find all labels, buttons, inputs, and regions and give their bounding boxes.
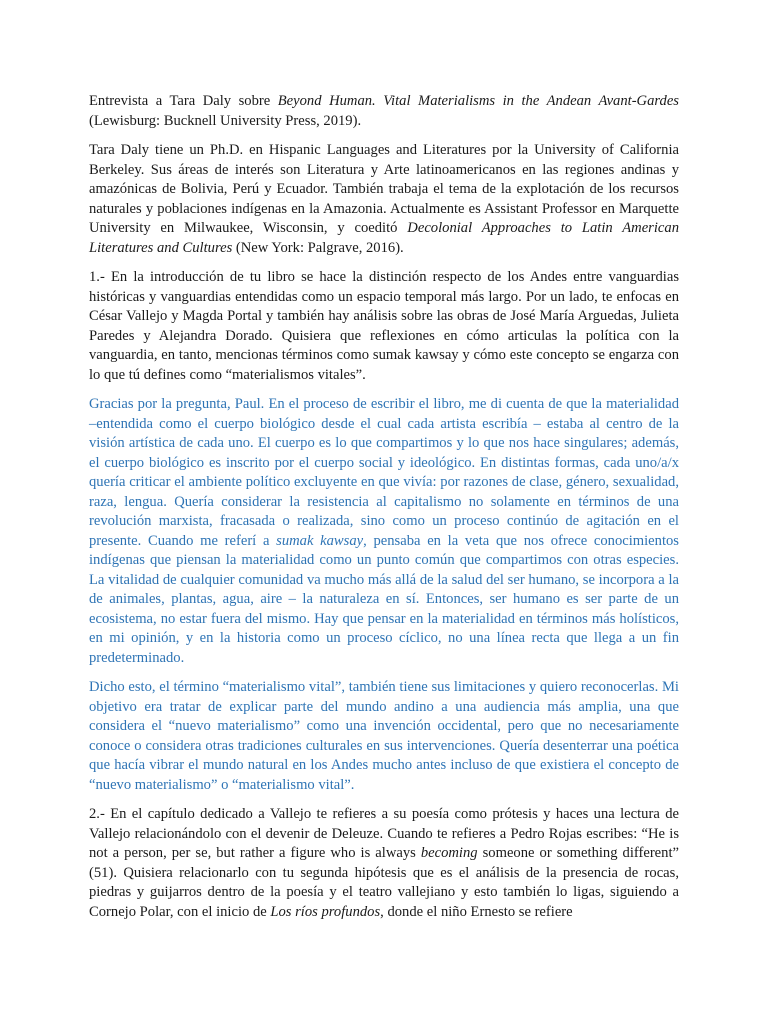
question-2-text-part2: someone or something different” (51). Quisiera relacionarlo con tu segunda hipótesis que es el análisis de la presencia de rocas, piedras y guijarros dentro de la poesía y el teatro vallejiano y esto también lo ligas, siguiendo a Cornejo Polar, con el inicio de: [89, 845, 679, 920]
question-1: [89, 268, 679, 385]
answer-1-text-part1: Gracias por la pregunta, Paul. En el proceso de escribir el libro, me di cuenta de que la materialidad –entendida como el cuerpo biológico desde el cual cada artista escribía – estaba al centro de la visión artística de cada uno. El cuerpo es lo que compartimos y lo que nos hace singulares; además, el cuerpo biológico es inscrito por el cuerpo social y ideológico. En distintas formas, cada uno/a/x quería criticar el ambiente político excluyente en que vivía: por razones de clase, género, sexualidad, raza, lengua. Quería considerar la resistencia al capitalismo no solamente en términos de una revolución marxista, fracasada o realizada, sino como un proceso continúo de agitación en el presente. Cuando me referí a: [89, 396, 679, 549]
publisher-info: (Lewisburg: Bucknell University Press, 2019).: [89, 112, 362, 129]
document-page: [89, 92, 679, 922]
becoming-term: becoming: [420, 845, 478, 861]
book-title: Beyond Human. Vital Materialisms in the Andean Avant-Gardes: [277, 93, 679, 109]
coedited-book-title: Decolonial Approaches to Latin American Literatures and Cultures: [89, 220, 679, 256]
answer-1: [89, 395, 679, 668]
answer-1-text-part2: , pensaba en la veta que nos ofrece conocimientos indígenas que piensan la materialidad como un punto común que compartimos con otras especies. La vitalidad de cualquier comunidad va mucho más allá de la salud del ser humano, se incorpora a la de animales, plantas, agua, aire – la naturaleza en sí. Entonces, ser humano es ser parte de un ecosistema, no estar fuera del mismo. Hay que pensar en la materialidad en términos más holísticos, en mi opinión, y en la historia como un proceso cíclico, no una línea recta que llega a un fin predeterminado.: [89, 532, 679, 666]
author-bio: [89, 141, 679, 258]
question-2: [89, 805, 679, 922]
sumak-kawsay-term: sumak kawsay: [276, 532, 364, 549]
answer-1-continued-text: Dicho esto, el término “materialismo vital”, también tiene sus limitaciones y quiero reconocerlas. Mi objetivo era tratar de explicar parte del mundo andino a una audiencia más amplia, una que considera el “nuevo materialismo” como una invención occidental, pero que no necesariamente conoce o considera otras tradiciones culturales en sus intervenciones. Quería desenterrar una poética que hacía vibrar el mundo natural en los Andes mucho antes incluso de que existiera el concepto de “nuevo materialismo” o “materialismo vital”.: [89, 679, 679, 793]
heading-prefix: Entrevista a Tara Daly sobre: [89, 93, 278, 109]
interview-heading: [89, 92, 679, 131]
question-2-text-part3: , donde el niño Ernesto se refiere: [380, 903, 573, 920]
question-2-text-part1: 2.- En el capítulo dedicado a Vallejo te refieres a su poesía como prótesis y haces una lectura de Vallejo relacionándolo con el devenir de Deleuze. Cuando te refieres a Pedro Rojas escribes: “He is not a person, per se, but rather a figure who is always: [89, 806, 679, 861]
novel-title: Los ríos profundos: [270, 903, 381, 920]
question-1-text: 1.- En la introducción de tu libro se hace la distinción respecto de los Andes entre vanguardias históricas y vanguardias entendidas como un espacio temporal más largo. Por un lado, te enfocas en César Vallejo y Magda Portal y también hay análisis sobre las obras de José María Arguedas, Julieta Paredes y Alejandra Dorado. Quisiera que reflexiones en cómo articulas la política con la vanguardia, en tanto, mencionas términos como sumak kawsay y cómo este concepto se engarza con lo que tú defines como “materialismos vitales”.: [89, 269, 679, 383]
answer-1-continued: [89, 678, 679, 795]
coedited-publisher: (New York: Palgrave, 2016).: [232, 239, 404, 256]
bio-text: Tara Daly tiene un Ph.D. en Hispanic Languages and Literatures por la University of California Berkeley. Sus áreas de interés son Literatura y Arte latinoamericanos en las regiones andinas y amazónicas de Bolivia, Perú y Ecuador. También trabaja el tema de la explotación de los recursos naturales y poblaciones indígenas en la Amazonia. Actualmente es Assistant Professor en Marquette University en Milwaukee, Wisconsin, y coeditó: [89, 142, 679, 236]
